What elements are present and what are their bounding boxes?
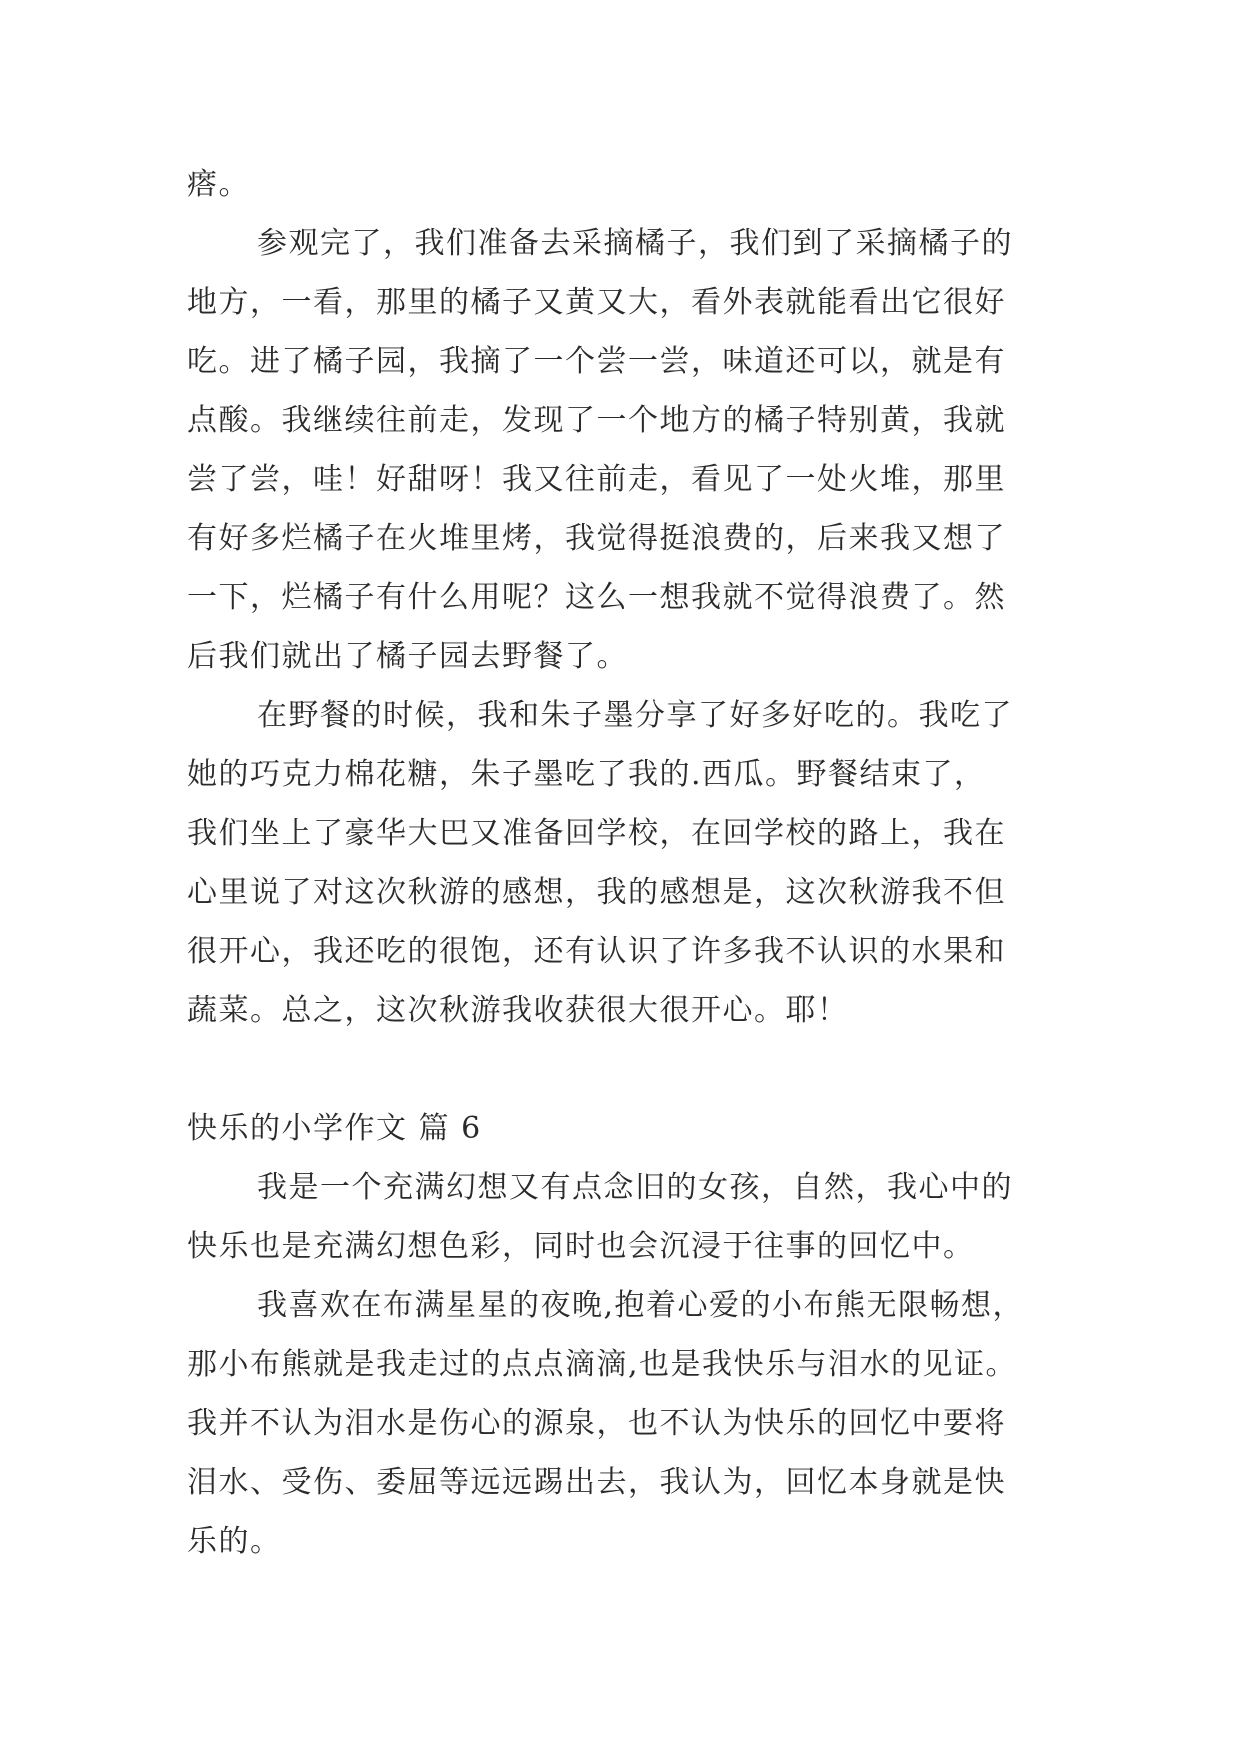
text-line: 蔬菜。总之，这次秋游我收获很大很开心。耶！ bbox=[187, 993, 849, 1028]
text-line: 参观完了，我们准备去采摘橘子，我们到了采摘橘子的 bbox=[257, 226, 1013, 261]
text-line: 我喜欢在布满星星的夜晚,抱着心爱的小布熊无限畅想， bbox=[257, 1288, 1025, 1323]
text-line: 我并不认为泪水是伤心的源泉，也不认为快乐的回忆中要将 bbox=[187, 1406, 1006, 1441]
text-line: 点酸。我继续往前走，发现了一个地方的橘子特别黄，我就 bbox=[187, 403, 1006, 438]
section-title: 快乐的小学作文 篇 6 bbox=[187, 1111, 482, 1146]
text-line: 很开心，我还吃的很饱，还有认识了许多我不认识的水果和 bbox=[187, 934, 1006, 969]
text-line: 快乐也是充满幻想色彩，同时也会沉浸于往事的回忆中。 bbox=[187, 1229, 975, 1264]
document-body bbox=[187, 155, 1055, 1571]
text-line: 我是一个充满幻想又有点念旧的女孩，自然，我心中的 bbox=[257, 1170, 1013, 1205]
paragraph-picnic bbox=[187, 686, 1055, 1040]
text-line: 尝了尝，哇！好甜呀！我又往前走，看见了一处火堆，那里 bbox=[187, 462, 1006, 497]
paragraph-memories bbox=[187, 1276, 1055, 1571]
text-line: 一下，烂橘子有什么用呢？这么一想我就不觉得浪费了。然 bbox=[187, 580, 1006, 615]
text-line: 吃。进了橘子园，我摘了一个尝一尝，味道还可以，就是有 bbox=[187, 344, 1006, 379]
text-line: 她的巧克力棉花糖，朱子墨吃了我的.西瓜。野餐结束了， bbox=[187, 757, 986, 792]
section-spacer bbox=[187, 1040, 1055, 1099]
text-line: 后我们就出了橘子园去野餐了。 bbox=[187, 639, 628, 674]
paragraph-continuation bbox=[187, 155, 1055, 214]
text-line: 有好多烂橘子在火堆里烤，我觉得挺浪费的，后来我又想了 bbox=[187, 521, 1006, 556]
text-line: 心里说了对这次秋游的感想，我的感想是，这次秋游我不但 bbox=[187, 875, 1006, 910]
paragraph-intro bbox=[187, 1158, 1055, 1276]
text-line: 地方，一看，那里的橘子又黄又大，看外表就能看出它很好 bbox=[187, 285, 1006, 320]
text-line: 在野餐的时候，我和朱子墨分享了好多好吃的。我吃了 bbox=[257, 698, 1013, 733]
text-line: 泪水、受伤、委屈等远远踢出去，我认为，回忆本身就是快 bbox=[187, 1465, 1006, 1500]
paragraph-orange-picking bbox=[187, 214, 1055, 686]
text-line: 我们坐上了豪华大巴又准备回学校，在回学校的路上，我在 bbox=[187, 816, 1006, 851]
text-line: 那小布熊就是我走过的点点滴滴,也是我快乐与泪水的见证。 bbox=[187, 1347, 1018, 1382]
text-line: 乐的。 bbox=[187, 1524, 282, 1559]
text-line: 瘩。 bbox=[187, 167, 250, 202]
